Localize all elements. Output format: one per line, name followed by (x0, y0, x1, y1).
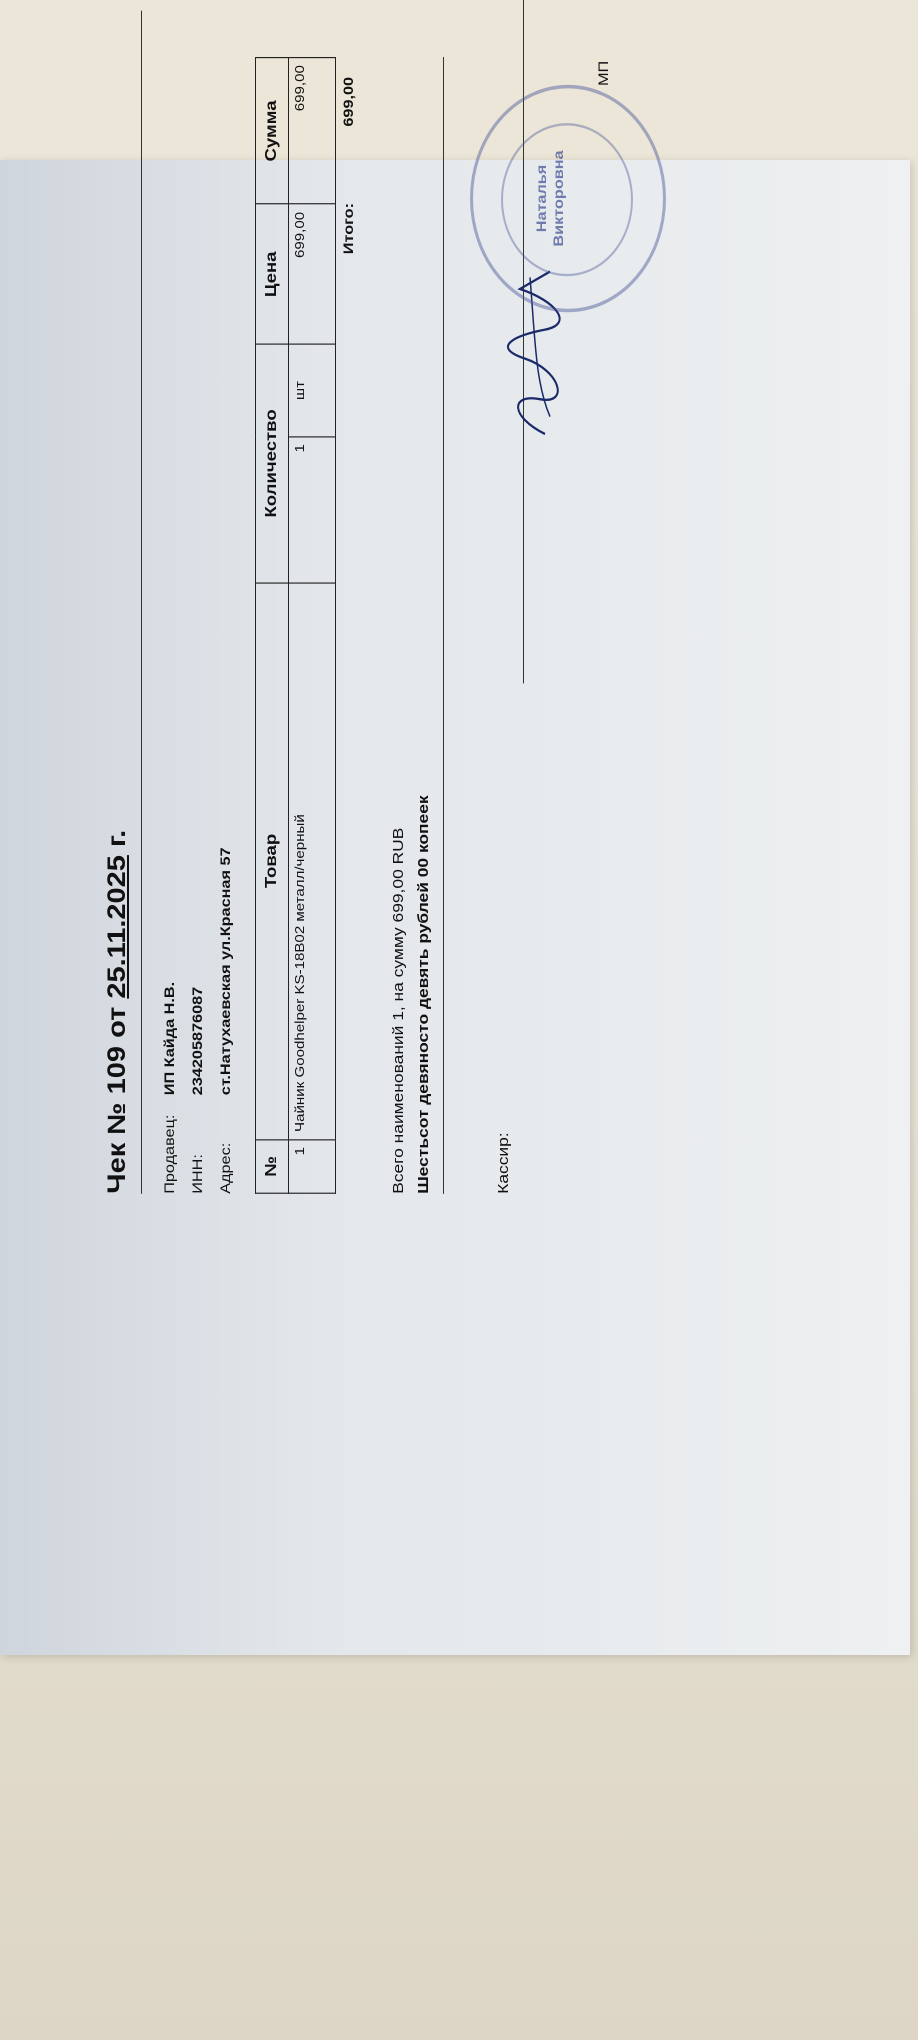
table-row (289, 58, 336, 1194)
col-header-product: Товар (256, 583, 289, 1140)
cashier-label: Кассир: (495, 1132, 512, 1194)
seal-inner-ring (501, 123, 633, 276)
table-header-row (256, 58, 289, 1194)
cell-product-name: Чайник Goodhelper KS-18B02 металл/черный (289, 583, 336, 1140)
title-suffix: г. (103, 829, 131, 856)
amount-in-words: Шестьсот девяносто девять рублей 00 копеек (415, 795, 432, 1194)
col-header-quantity: Количество (256, 344, 289, 582)
inn-value: 234205876087 (189, 986, 205, 1096)
cell-sum: 699,00 (289, 58, 336, 205)
address-label: Адрес: (217, 1142, 233, 1194)
inn-label: ИНН: (189, 1154, 205, 1194)
seller-label: Продавец: (161, 1114, 177, 1194)
seller-value: ИП Кайда Н.В. (161, 981, 177, 1096)
cell-quantity: 1 (289, 437, 336, 583)
receipt-content (75, 0, 775, 1275)
receipt-title (103, 830, 132, 1194)
mp-label: МП (595, 60, 611, 87)
col-header-no: № (256, 1139, 289, 1193)
cell-unit: шт (289, 344, 336, 436)
col-header-price: Цена (256, 204, 289, 344)
address-value: ст.Натухаевская ул.Красная 57 (217, 847, 233, 1096)
items-table (255, 57, 336, 1194)
col-header-sum: Сумма (256, 58, 289, 205)
total-label: Итого: (340, 202, 356, 255)
summary-line: Всего наименований 1, на сумму 699,00 RUB (390, 827, 407, 1194)
seal-stamp (470, 85, 666, 312)
title-prefix: Чек № 109 от (103, 998, 131, 1194)
seal-text: Наталья Викторовна (533, 150, 566, 247)
words-underline (443, 57, 444, 1194)
cell-no: 1 (289, 1139, 336, 1193)
cell-price: 699,00 (289, 204, 336, 344)
title-underline (141, 11, 142, 1194)
total-value: 699,00 (340, 76, 356, 127)
receipt-date: 25.11.2025 (103, 855, 131, 999)
